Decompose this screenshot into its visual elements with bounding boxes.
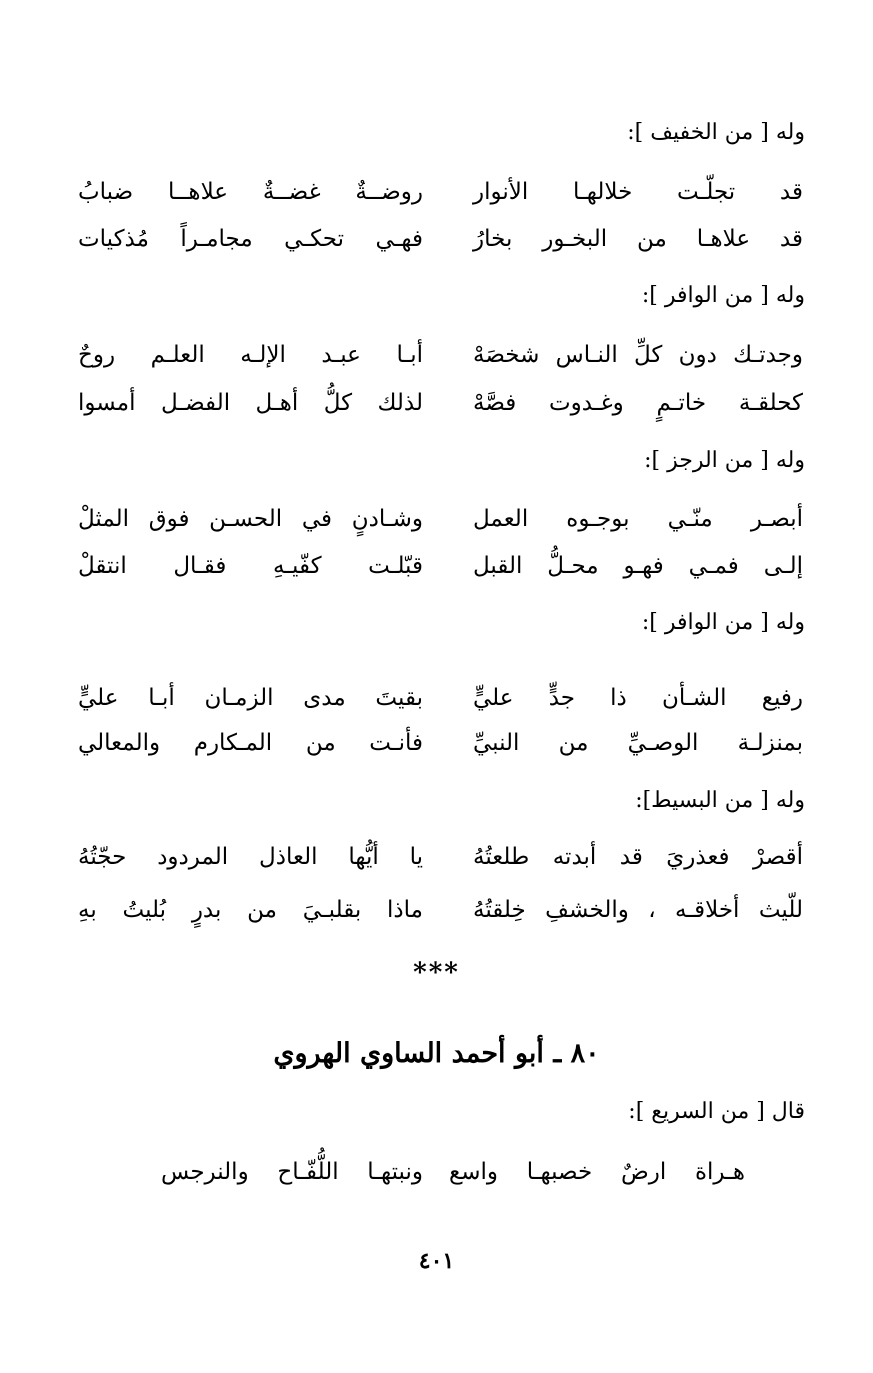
poem-heading: وله [ من الخفيف ]: [627,120,805,145]
verse-second-hemistich: رفيع الشـأن ذا جدٍّ عليٍّ [473,685,803,711]
verse-second-hemistich: وجدتـك دون كلِّ النـاس شخصَهْ [473,342,803,368]
verse-first-hemistich: لذلك كلُّ أهـل الفضـل أمسوا [78,390,423,416]
verse-second-hemistich: أقصرْ فعذريَ قد أبدته طلعتُهُ [473,844,803,870]
verse-first-hemistich: فهـي تحكـي مجامـراً مُذكيات [78,226,423,252]
poem-heading: وله [ من الوافر ]: [641,283,805,308]
poem-heading: قال [ من السريع ]: [628,1099,805,1124]
verse-first-hemistich: يا أيُّها العاذل المردود حجّتُهُ [78,844,423,870]
verse-second-hemistich: إلـى فمـي فهـو محـلُّ القبل [473,553,803,579]
verse-first-hemistich: وشـادنٍ في الحسـن فوق المثلْ [78,506,423,532]
verse-first-hemistich: هـراة ارضٌ خصبهـا واسع [449,1159,745,1185]
verse-second-hemistich: ونبتهـا اللُّفّـاح والنرجس [161,1159,423,1185]
verse-first-hemistich: روضــةٌ غضــةٌ علاهــا ضبابُ [78,179,423,205]
verse-second-hemistich: قد علاهـا من البخـور بخارُ [473,226,803,252]
poem-heading: وله [ من الوافر ]: [641,610,805,635]
verse-second-hemistich: للّيث أخلاقـه ، والخشفِ خِلقتُهُ [473,897,803,923]
verse-first-hemistich: فأنـت من المـكارم والمعالي [78,730,423,756]
poem-heading: وله [ من البسيط]: [635,788,805,813]
verse-second-hemistich: قد تجلّـت خلالهـا الأنوار [473,179,803,205]
verse-first-hemistich: ماذا بقلبـيَ من بدرٍ بُليتُ بهِ [78,897,423,923]
verse-first-hemistich: أبـا عبـد الإلـه العلـم روحٌ [78,342,423,368]
page-number: ٤٠١ [418,1248,455,1274]
poem-heading: وله [ من الرجز ]: [644,448,805,473]
section-separator: *** [413,958,460,988]
verse-second-hemistich: أبصـر منّـي بوجـوه العمل [473,506,803,532]
verse-second-hemistich: بمنزلـة الوصـيِّ من النبيِّ [473,730,803,756]
verse-first-hemistich: قبّلـت كفّيـهِ فقـال انتقلْ [78,553,423,579]
verse-first-hemistich: بقيتَ مدى الزمـان أبـا عليٍّ [78,685,423,711]
verse-second-hemistich: كحلقـة خاتـمٍ وغـدوت فصَّهْ [473,390,803,416]
entry-title: ٨٠ ـ أبو أحمد الساوي الهروي [273,1038,600,1069]
